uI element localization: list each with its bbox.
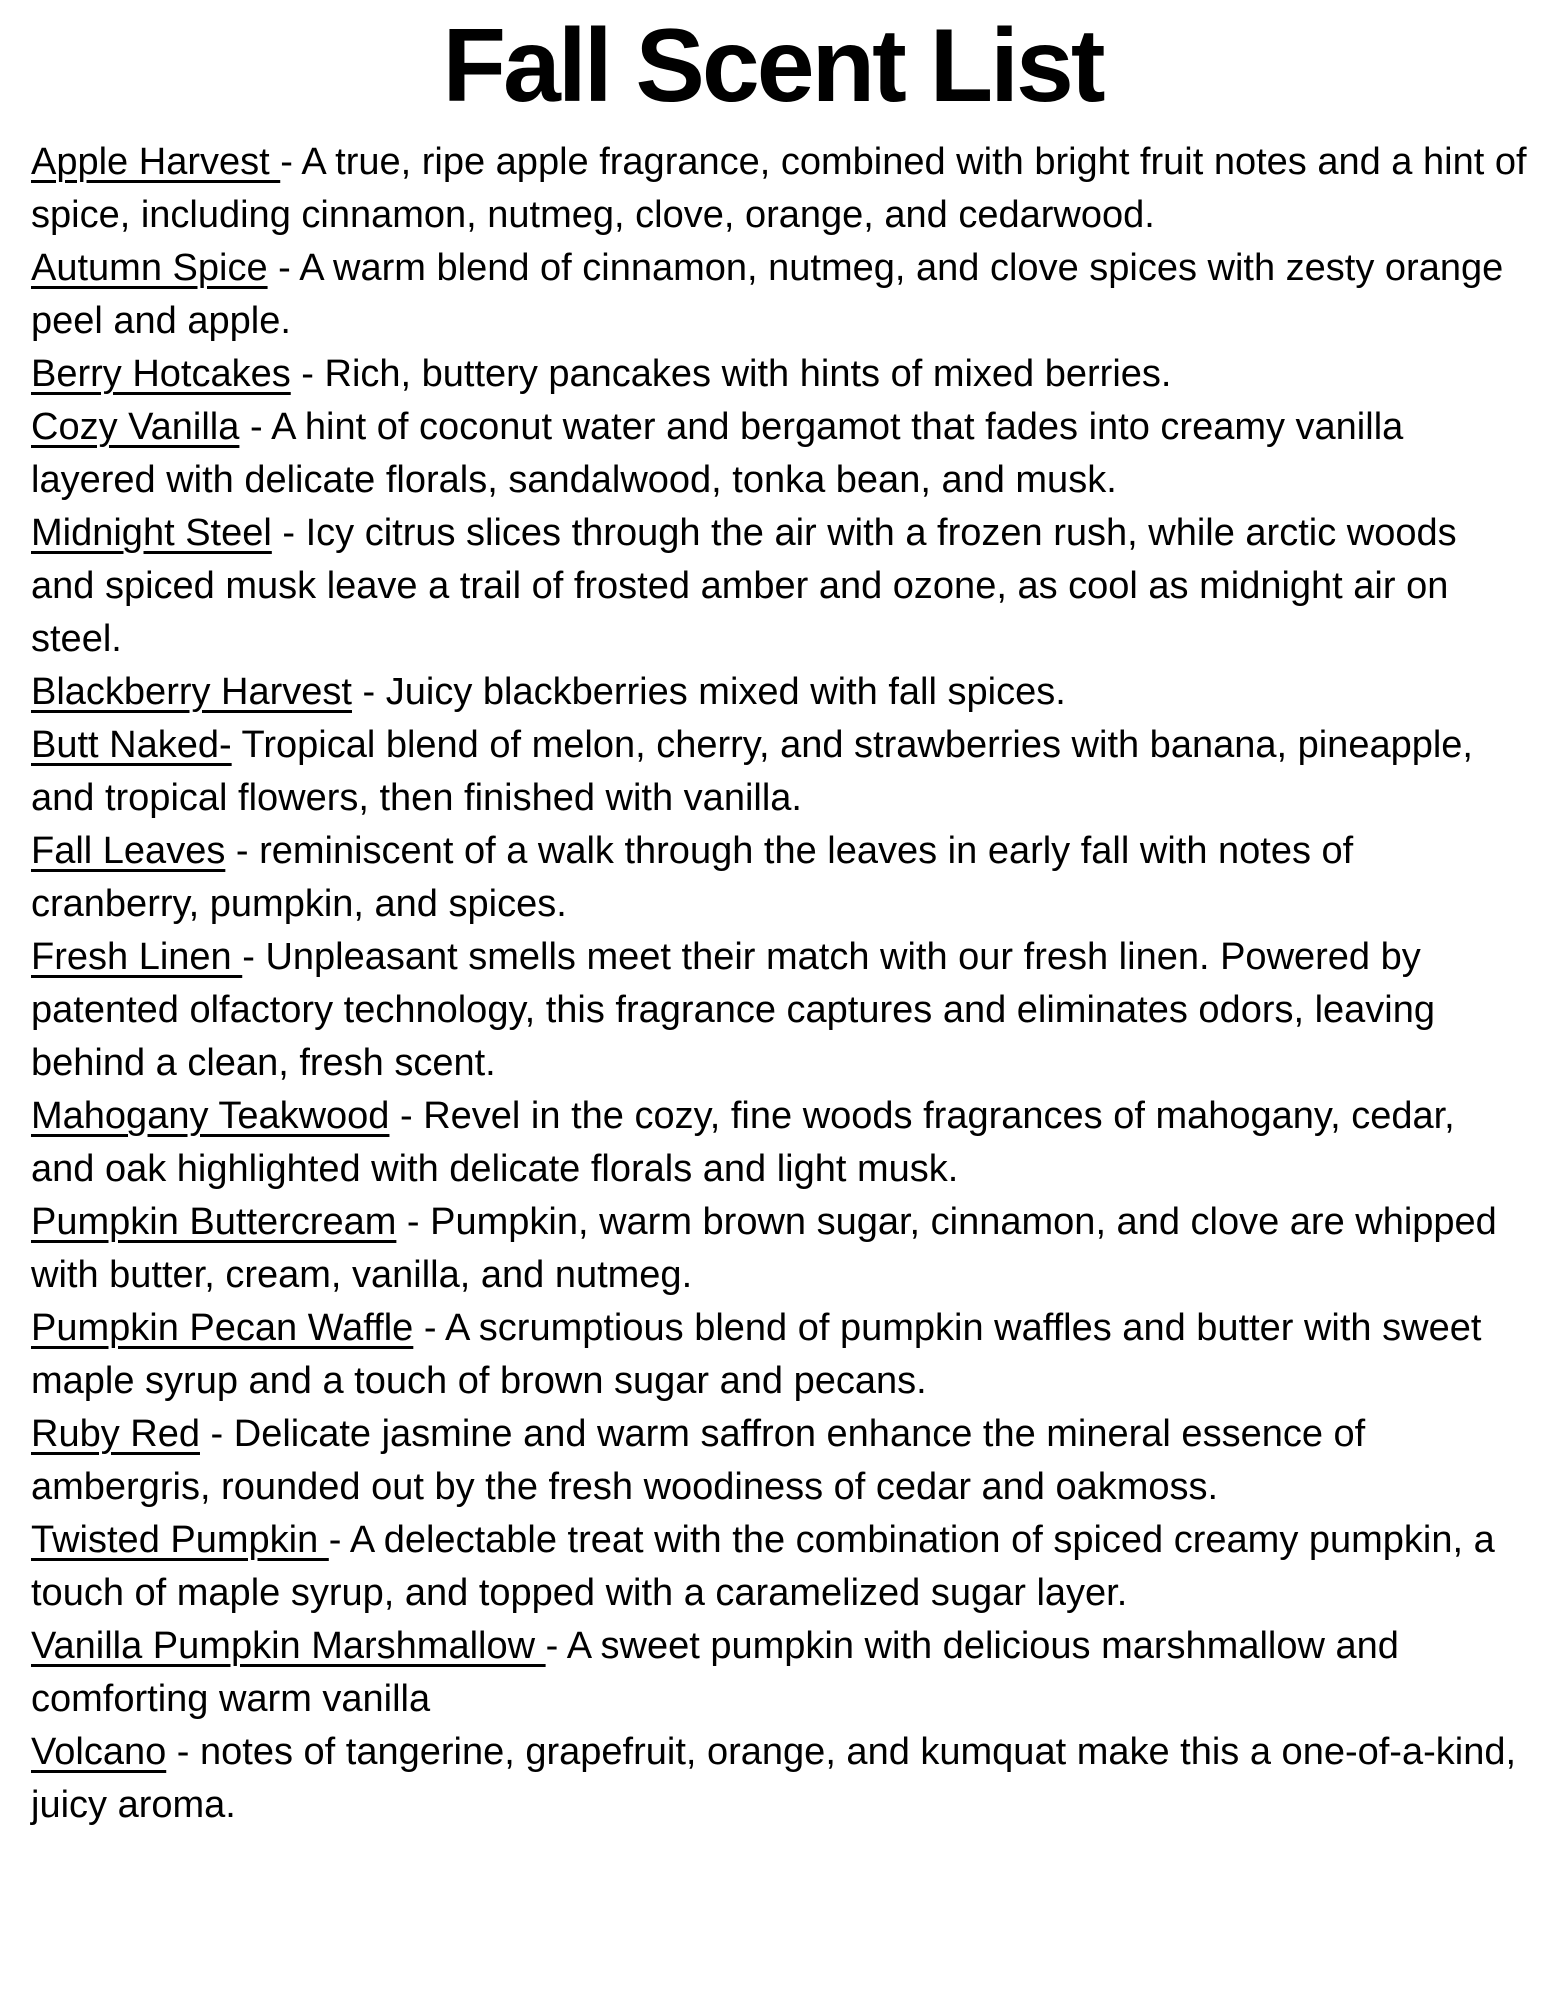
scent-entry-mahogany-teakwood (31, 1090, 1527, 1196)
scent-name: Vanilla Pumpkin Marshmallow (31, 1625, 546, 1667)
scent-entry-blackberry-harvest (31, 666, 1527, 719)
scent-description: Tropical blend of melon, cherry, and strawberries with banana, pineapple, and tropical flowers, then finished with vanilla. (31, 724, 1473, 819)
scent-name: Blackberry Harvest (31, 671, 352, 713)
scent-description: - reminiscent of a walk through the leaves in early fall with notes of cranberry, pumpkin, and spices. (31, 830, 1354, 925)
scent-entry-fall-leaves (31, 825, 1527, 931)
scent-entry-pumpkin-pecan-waffle (31, 1302, 1527, 1408)
scent-name: Fresh Linen (31, 936, 243, 978)
scent-description: - Unpleasant smells meet their match with our fresh linen. Powered by patented olfactory technology, this fragrance captures and eliminates odors, leaving behind a clean, fresh scent. (31, 936, 1436, 1084)
scent-name: Mahogany Teakwood (31, 1095, 390, 1137)
scent-name: Pumpkin Pecan Waffle (31, 1307, 414, 1349)
scent-description: - Delicate jasmine and warm saffron enhance the mineral essence of ambergris, rounded out by the fresh woodiness of cedar and oakmoss. (31, 1413, 1366, 1508)
scent-name: Ruby Red (31, 1413, 200, 1455)
page-title: Fall Scent List (442, 8, 1103, 124)
scent-entry-berry-hotcakes (31, 348, 1527, 401)
scent-name: Pumpkin Buttercream (31, 1201, 397, 1243)
scent-entry-butt-naked (31, 719, 1527, 825)
scent-description: - Pumpkin, warm brown sugar, cinnamon, and clove are whipped with butter, cream, vanilla, and nutmeg. (31, 1201, 1497, 1296)
scent-description: - Juicy blackberries mixed with fall spices. (351, 671, 1066, 713)
scent-entry-autumn-spice (31, 242, 1527, 348)
scent-description: - A true, ripe apple fragrance, combined with bright fruit notes and a hint of spice, including cinnamon, nutmeg, clove, orange, and cedarwood. (31, 141, 1527, 236)
scent-entry-twisted-pumpkin (31, 1514, 1527, 1620)
scent-name: Fall Leaves (31, 830, 226, 872)
scent-entry-volcano (31, 1726, 1527, 1832)
scent-entry-fresh-linen (31, 931, 1527, 1090)
scent-entry-pumpkin-buttercream (31, 1196, 1527, 1302)
scent-entry-apple-harvest (31, 136, 1527, 242)
scent-entry-cozy-vanilla (31, 401, 1527, 507)
scent-name: Cozy Vanilla (31, 406, 240, 448)
scent-name: Apple Harvest (31, 141, 281, 183)
scent-name: Autumn Spice (31, 247, 268, 289)
scent-description: - Rich, buttery pancakes with hints of mixed berries. (290, 353, 1172, 395)
scent-description: - A delectable treat with the combination of spiced creamy pumpkin, a touch of maple syrup, and topped with a caramelized sugar layer. (31, 1519, 1495, 1614)
scent-description: - A warm blend of cinnamon, nutmeg, and clove spices with zesty orange peel and apple. (31, 247, 1504, 342)
scent-description: - Revel in the cozy, fine woods fragrances of mahogany, cedar, and oak highlighted with delicate florals and light musk. (31, 1095, 1455, 1190)
scent-list (0, 136, 1545, 1832)
scent-name: Volcano (31, 1731, 167, 1773)
scent-description: - notes of tangerine, grapefruit, orange, and kumquat make this a one-of-a-kind, juicy aroma. (31, 1731, 1517, 1826)
scent-name: Midnight Steel (31, 512, 272, 554)
scent-name: Berry Hotcakes (31, 353, 291, 395)
scent-entry-vanilla-pumpkin-marshmallow (31, 1620, 1527, 1726)
scent-description: - A sweet pumpkin with delicious marshmallow and comforting warm vanilla (31, 1625, 1399, 1720)
scent-description: - A hint of coconut water and bergamot that fades into creamy vanilla layered with delicate florals, sandalwood, tonka bean, and musk. (31, 406, 1404, 501)
scent-description: - A scrumptious blend of pumpkin waffles and butter with sweet maple syrup and a touch of brown sugar and pecans. (31, 1307, 1482, 1402)
scent-name: Butt Naked- (31, 724, 232, 766)
scent-entry-midnight-steel (31, 507, 1527, 666)
scent-entry-ruby-red (31, 1408, 1527, 1514)
scent-description: - Icy citrus slices through the air with a frozen rush, while arctic woods and spiced musk leave a trail of frosted amber and ozone, as cool as midnight air on steel. (31, 512, 1457, 660)
scent-name: Twisted Pumpkin (31, 1519, 329, 1561)
